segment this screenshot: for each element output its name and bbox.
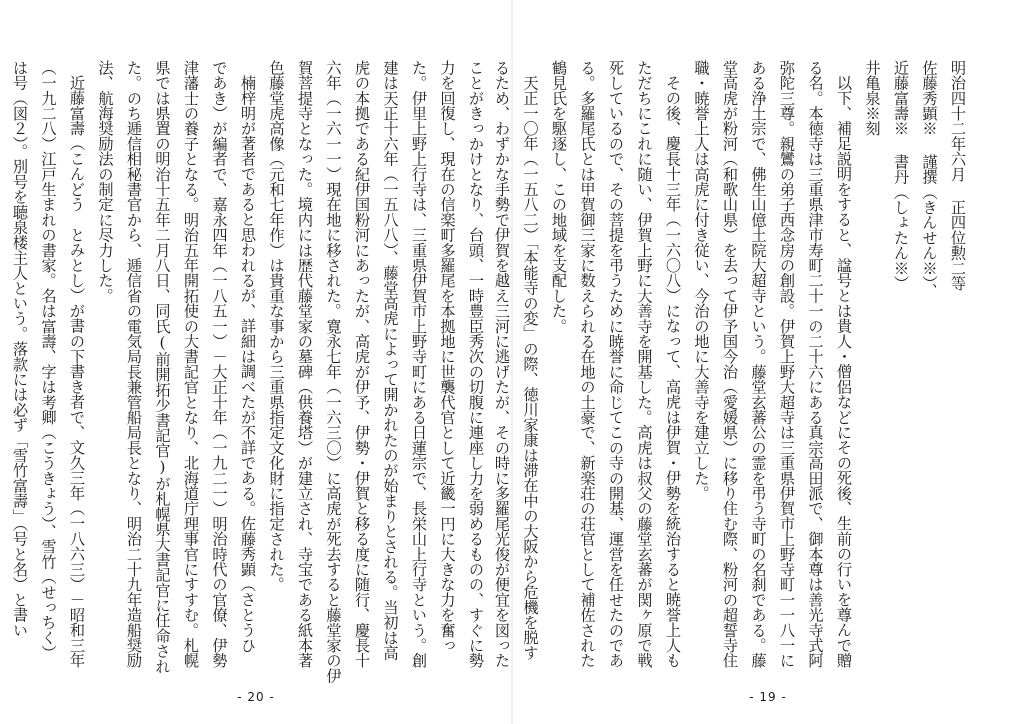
text-column: 六年（一六一一）現在地に移された。寛永七年（一六三〇）に高虎が死去すると藤堂家の伊 bbox=[324, 60, 343, 684]
text-column: 津藩士の養子となる。明治五年開拓使の大書記官となり、北海道庁理事官にすすむ。札幌 bbox=[182, 60, 200, 668]
text-column: （一九二八）江戸生まれの書家。名は富壽、字は考卿（こうきょう）、雪竹（せっちく） bbox=[39, 60, 58, 661]
text-column: は号（図２）。別号を聴泉楼主人という。落款には必ず「雪竹富壽」（号と名）と書い bbox=[11, 60, 29, 638]
text-column: 建は天正十六年（一五八八）、藤堂高虎によって開かれたのが始まりとされる。当初は高 bbox=[381, 60, 400, 661]
text-column: 近藤富壽（こんどう とみとし）が書の下書き者で、文久三年（一八六三）－昭和三年 bbox=[68, 75, 86, 668]
text-column: た。のち逓信相秘書官から、逓信省の電気局長兼管船局長となり、明治二十九年造船奨励 bbox=[125, 60, 143, 668]
text-column: であき）が編者で、嘉永四年（一八五一）－大正十年（一九二一）明治時代の官僚、伊勢 bbox=[210, 60, 229, 668]
text-column: ある浄土宗で、佛生山億土院大超寺という。藤堂玄蕃公の霊を弔う寺町の名刹である。藤 bbox=[749, 60, 768, 668]
page-number: - 19 - bbox=[749, 690, 787, 704]
text-column: 佐藤秀顕※ 謹撰（きんせん※）、 bbox=[920, 60, 939, 299]
right-page bbox=[493, 0, 1024, 724]
text-column: 虎の本拠である紀伊国粉河にあったが、高虎が伊予、伊勢・伊賀と移る度に随行、慶長十 bbox=[353, 60, 371, 668]
text-column: 色藤堂虎高像（元和七年作）は貴重な事から三重県指定文化財に指定された。 bbox=[267, 60, 286, 592]
text-column: 以下、補足説明をすると、諡号とは貴人・僧侶などにその死後、生前の行いを尊んで贈 bbox=[835, 75, 853, 668]
text-column: るため、わずかな手勢で伊賀を越え三河に逃げたが、その時に多羅尾光俊が便宜を図った bbox=[493, 60, 511, 668]
text-column bbox=[0, 60, 6, 670]
text-column: る名。本徳寺は三重県津市寿町二十一の二十六にある真宗高田派で、御本尊は善光寺式阿 bbox=[806, 60, 825, 668]
text-column: 県では県置の明治十五年二月八日、同氏(前開拓少書記官)が札幌県大書記官に任命され bbox=[153, 60, 172, 674]
text-column: 法、航海奨励法の制定に尽力した。 bbox=[96, 60, 115, 304]
text-column: 鶴見氏を駆逐し、この地域を支配した。 bbox=[550, 60, 568, 334]
text-column: 賀菩提寺となった。境内には歴代藤堂家の墓碑（供養塔）が建立され、寺宝である紙本著 bbox=[296, 60, 314, 668]
text-column: ただちにこれに随い、伊賀上野に大善寺を開基した。高虎は叔父の藤堂玄蕃が関ヶ原で戦 bbox=[635, 60, 654, 668]
text-column: その後、慶長十三年（一六〇八）になって、高虎は伊賀・伊勢を統治すると暁誉上人も bbox=[664, 75, 682, 668]
text-column: 職・暁誉上人は高虎に付き従い、今治の地に大善寺を建立した。 bbox=[692, 60, 711, 501]
left-page-body bbox=[11, 60, 490, 684]
text-column: 力を回復し、現在の信楽町多羅尾を本拠地に世襲代官として近畿一円に大きな力を奮っ bbox=[438, 60, 457, 653]
text-column: 明治四十二年六月 正四位勲二等 bbox=[949, 60, 967, 291]
text-column: 楠梓明が著者であると思われるが、詳細は調べたが不詳である。佐藤秀顕（さとうひ bbox=[239, 75, 257, 653]
text-column: た。伊里上野上行寺は、三重県伊賀市上野寺町にある日蓮宗で、長栄山上行寺という。創 bbox=[410, 60, 428, 668]
right-page-body bbox=[493, 60, 972, 670]
text-column: 死しているので、その菩提を弔うために暁誉に命じてこの寺の開基、運営を任せたのであ bbox=[607, 60, 625, 668]
text-column: ことがきっかけとなり、台頭、一時豊臣秀次の切腹に連座し力を弱めるものの、すぐに勢 bbox=[467, 60, 485, 668]
text-column: 弥陀三尊。親鸞の弟子西念房の創設。伊賀上野大超寺は三重県伊賀市上野寺町一一八一に bbox=[778, 60, 796, 668]
text-column: 近藤富壽※ 書丹（しょたん※） bbox=[892, 60, 910, 291]
text-column: 井亀泉※刻 bbox=[863, 60, 882, 136]
text-column: 天正一〇年（一五八二）「本能寺の変」の際、徳川家康は滞在中の大阪から危機を脱す bbox=[521, 75, 540, 661]
text-column: 堂高虎が粉河（和歌山県）を去って伊予国今治（愛媛県）に移り住む際、粉河の超誓寺住 bbox=[721, 60, 739, 668]
page-number: - 20 - bbox=[237, 690, 275, 704]
text-column: る。多羅尾氏とは甲賀御三家に数えられる在地の土豪で、新楽荘の荘官として補佐された bbox=[578, 60, 597, 668]
